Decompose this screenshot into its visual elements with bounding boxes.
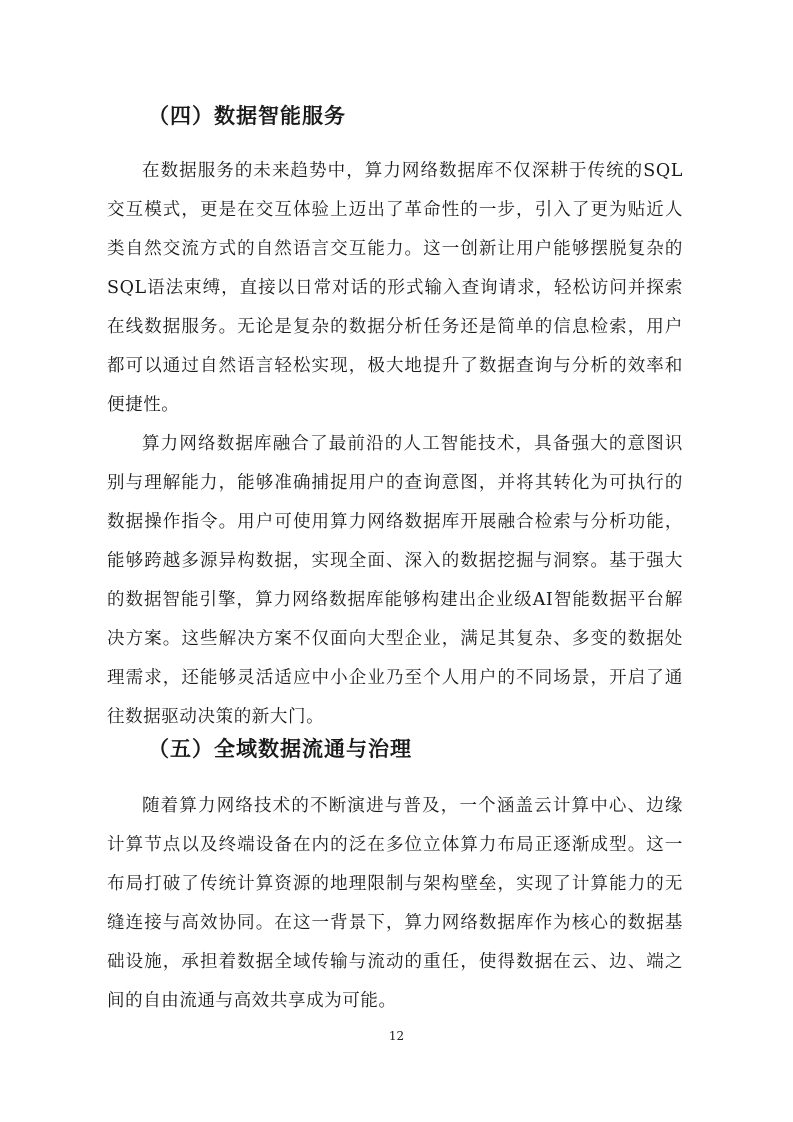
paragraph-computing-power-layout: 随着算力网络技术的不断演进与普及，一个涵盖云计算中心、边缘计算节点以及终端设备在内的泛在多位立体算力布局正逐渐成型。这一布局打破了传统计算资源的地理限制与架构壁垒，实现了计算能力的无缝连接与高效协同。在这一背景下，算力网络数据库作为核心的数据基础设施，承担着数据全域传输与流动的重任，使得数据在云、边、端之间的自由流通与高效共享成为可能。	[107, 796, 683, 1011]
page-number: 12	[388, 1029, 405, 1043]
section-heading-data-intelligence-service: （四）数据智能服务	[148, 104, 346, 128]
paragraph-ai-intent-recognition: 算力网络数据库融合了最前沿的人工智能技术，具备强大的意图识别与理解能力，能够准确捕捉用户的查询意图，并将其转化为可执行的数据操作指令。用户可使用算力网络数据库开展融合检索与分析功能，能够跨越多源异构数据，实现全面、深入的数据挖掘与洞察。基于强大的数据智能引擎，算力网络数据库能够构建出企业级AI智能数据平台解决方案。这些解决方案不仅面向大型企业，满足其复杂、多变的数据处理需求，还能够灵活适应中小企业乃至个人用户的不同场景，开启了通往数据驱动决策的新大门。	[107, 434, 683, 727]
paragraph-natural-language-interaction: 在数据服务的未来趋势中，算力网络数据库不仅深耕于传统的SQL交互模式，更是在交互体验上迈出了革命性的一步，引入了更为贴近人类自然交流方式的自然语言交互能力。这一创新让用户能够摆脱复杂的SQL语法束缚，直接以日常对话的形式输入查询请求，轻松访问并探索在线数据服务。无论是复杂的数据分析任务还是简单的信息检索，用户都可以通过自然语言轻松实现，极大地提升了数据查询与分析的效率和便捷性。	[107, 161, 683, 415]
section-heading-global-data-circulation: （五）全域数据流通与治理	[148, 737, 412, 761]
